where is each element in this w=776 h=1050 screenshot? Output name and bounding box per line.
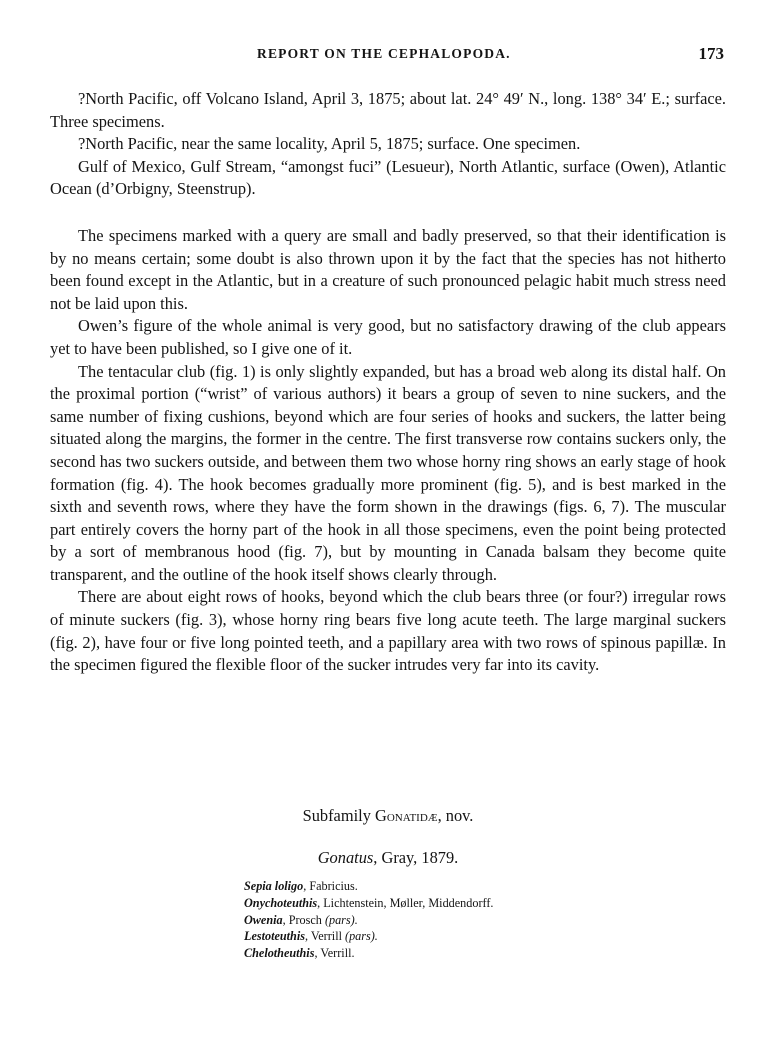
synonym-pars: (pars). <box>345 929 378 944</box>
synonym-authority: , Verrill. <box>314 946 355 961</box>
page-number: 173 <box>698 44 724 63</box>
locality-entry: Gulf of Mexico, Gulf Stream, “amongst fuci” (Lesueur), North Atlantic, surface (Owen), Atlantic Ocean (d’Orbigny, Steenstrup). <box>50 156 726 199</box>
synonym-authority: , Lichtenstein, Møller, Middendorff. <box>317 895 494 910</box>
synonym-name: Chelotheuthis <box>244 946 315 961</box>
synonym-authority: , Verrill <box>304 929 346 944</box>
paragraph: There are about eight rows of hooks, beyond which the club bears three (or four?) irregular rows of minute suckers (fig. 3), whose horny ring bears five long acute teeth. The large marginal suckers (fig. 2), have four or five long pointed teeth, and a papillary area with two rows of spinous papillæ. In the specimen figured the flexible floor of the sucker intrudes very far into its cavity. <box>50 587 726 675</box>
genus-authority: , Gray, 1879. <box>373 848 459 867</box>
subfamily-heading <box>0 806 776 826</box>
subfamily-prefix: Subfamily <box>302 806 371 825</box>
genus-heading <box>0 848 776 868</box>
page-header <box>0 44 776 68</box>
subfamily-name: Gonatidæ <box>375 806 438 825</box>
synonym-authority: , Fabricius. <box>303 879 358 893</box>
paragraph: The tentacular club (fig. 1) is only slightly expanded, but has a broad web along its distal half. On the proximal portion (“wrist” of various authors) it bears a group of seven to nine suckers, and the same number of fixing cushions, beyond which are four series of hooks and suckers, the latter being situated along the margins, the former in the centre. The first transverse row contains suckers only, the second has two suckers outside, and between them two whose horny ring shows an early stage of hook formation (fig. 4). The hook becomes gradually more prominent (fig. 5), and is best marked in the sixth and seventh rows, where they have the form shown in the drawings (figs. 6, 7). The muscular part entirely covers the horny part of the hook in all those specimens, even the point being protected by a sort of membranous hood (fig. 7), but by mounting in Canada balsam they become quite transparent, and the outline of the hook itself shows clearly through. <box>50 361 726 584</box>
synonym-name: Lestoteuthis <box>244 929 305 944</box>
synonym-entry <box>244 928 644 945</box>
paragraph: Owen’s figure of the whole animal is very good, but no satisfactory drawing of the club appears yet to have been published, so I give one of it. <box>50 316 726 358</box>
genus-name: Gonatus <box>317 848 374 867</box>
section-gap <box>50 201 726 225</box>
synonym-name: Onychoteuthis <box>244 895 318 910</box>
running-head: REPORT ON THE CEPHALOPODA. <box>257 46 511 61</box>
synonym-pars: (pars). <box>324 912 358 927</box>
locality-entry: ?North Pacific, off Volcano Island, April 3, 1875; about lat. 24° 49′ N., long. 138° 34′ E.; surface. Three specimens. <box>50 89 726 131</box>
synonym-name: Owenia <box>244 912 283 927</box>
subfamily-suffix: , nov. <box>437 806 474 825</box>
synonym-name: Sepia loligo <box>244 879 304 893</box>
synonym-entry <box>244 895 644 912</box>
synonym-entry <box>244 912 644 929</box>
synonymy-list <box>244 878 644 962</box>
synonym-entry <box>244 878 644 895</box>
body-text <box>50 88 726 677</box>
synonym-authority: , Prosch <box>282 912 325 927</box>
paragraph: The specimens marked with a query are small and badly preserved, so that their identification is by no means certain; some doubt is also thrown upon it by the fact that the species has not hitherto been found except in the Atlantic, but in a creature of such pronounced pelagic habit much stress need not be laid upon this. <box>50 225 726 313</box>
locality-entry: ?North Pacific, near the same locality, April 5, 1875; surface. One specimen. <box>78 134 581 154</box>
synonym-entry <box>244 945 644 962</box>
